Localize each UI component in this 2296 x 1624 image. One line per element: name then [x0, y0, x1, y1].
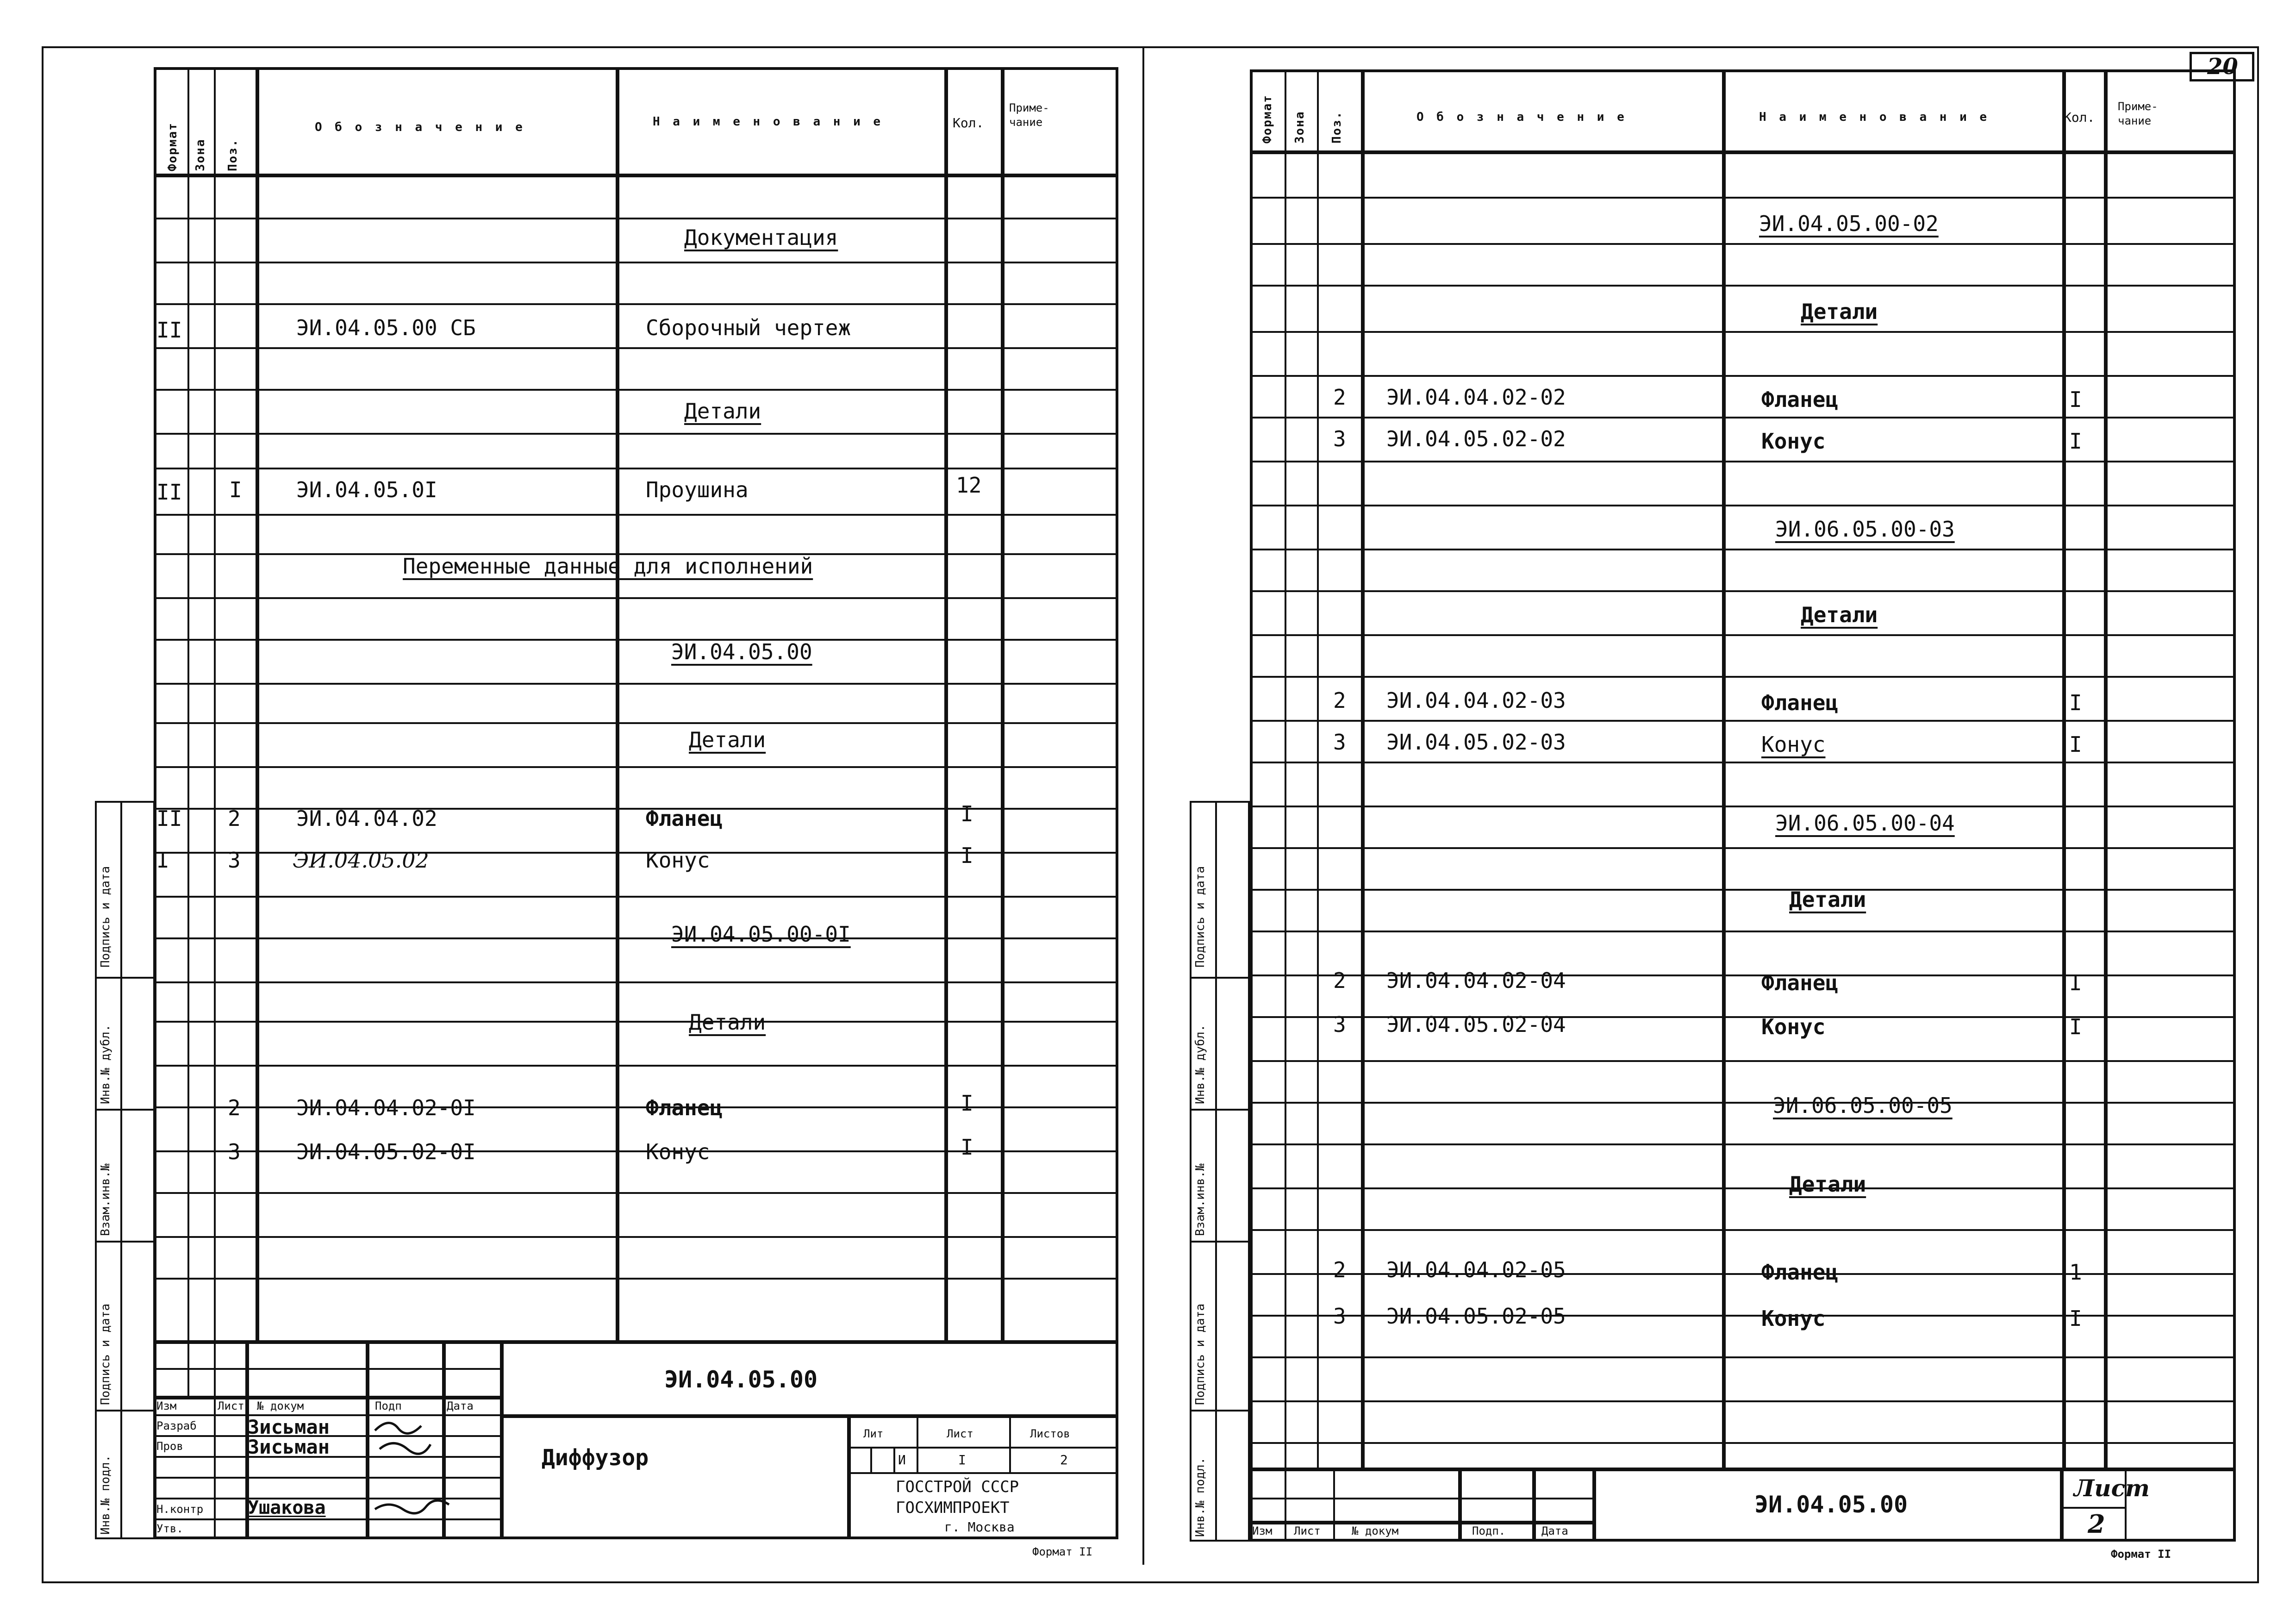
- left-row-line: [154, 514, 1118, 516]
- left-tb-code: ЭИ.04.05.00: [664, 1366, 818, 1393]
- left-tb-name: Диффузор: [542, 1445, 649, 1471]
- left-tb-check-name: Зисьман: [248, 1436, 330, 1458]
- left-tb-line: [847, 1447, 1118, 1449]
- right-header-qty: Кол.: [2064, 110, 2095, 125]
- right-row-line: [1250, 1060, 2236, 1062]
- right-row-qty: I: [2069, 429, 2082, 454]
- right-section-title: ЭИ.06.05.00-03: [1775, 517, 1955, 542]
- right-row-pos: 2: [1333, 1257, 1346, 1282]
- left-row-format: II: [156, 480, 182, 505]
- right-row-qty: I: [2069, 690, 2082, 715]
- left-row-line: [154, 1278, 1118, 1280]
- right-tb-line: [1250, 1498, 1592, 1499]
- left-tb-org2: ГОСХИМПРОЕКТ: [896, 1499, 1010, 1517]
- left-row-qty: I: [961, 1135, 973, 1160]
- left-tb-line: [1009, 1414, 1011, 1472]
- left-row-line: [154, 262, 1118, 263]
- left-side-label: Инв.№ подл.: [99, 1455, 112, 1535]
- left-row-qty: I: [961, 843, 973, 868]
- right-row-line: [1250, 505, 2236, 506]
- left-row-pos: 2: [228, 806, 241, 831]
- right-header-format: Формат: [1260, 94, 1274, 144]
- right-tb-sheet-label: Лист: [2074, 1474, 2150, 1502]
- right-row-pos: 2: [1333, 968, 1346, 993]
- right-row-designation: ЭИ.04.04.02-03: [1386, 688, 1566, 713]
- left-row-line: [154, 937, 1118, 939]
- left-row-qty: I: [961, 1091, 973, 1116]
- left-row-name: Проушина: [646, 477, 749, 502]
- left-side-strip-line: [95, 1109, 155, 1111]
- left-row-line: [154, 597, 1118, 599]
- left-side-strip-line: [95, 977, 155, 979]
- right-row-line: [1250, 847, 2236, 849]
- right-row-line: [1250, 243, 2236, 245]
- right-row-line: [1250, 461, 2236, 462]
- left-row-line: [154, 1236, 1118, 1238]
- right-section-title: ЭИ.06.05.00-05: [1773, 1093, 1953, 1118]
- right-row-line: [1250, 1187, 2236, 1189]
- right-header-pos: Поз.: [1330, 111, 1344, 144]
- left-header-zone: Зона: [193, 138, 207, 171]
- left-tb-col-sign: Подп: [375, 1399, 402, 1412]
- right-side-label: Инв.№ дубл.: [1193, 1024, 1207, 1104]
- left-tb-line: [500, 1340, 504, 1539]
- right-row-qty: I: [2069, 970, 2082, 995]
- left-section-title: Документация: [684, 225, 838, 250]
- right-row-line: [1250, 331, 2236, 333]
- right-row-line: [1250, 417, 2236, 418]
- left-row-name: Конус: [646, 848, 710, 873]
- left-row-line: [154, 468, 1118, 469]
- left-side-strip-line: [95, 1410, 155, 1412]
- left-tb-col-list: Лист: [218, 1399, 244, 1412]
- right-row-line: [1250, 375, 2236, 377]
- right-side-label: Инв.№ подл.: [1193, 1457, 1207, 1537]
- left-tb-sheets: 2: [1060, 1452, 1068, 1468]
- right-tb-col-date: Дата: [1541, 1524, 1568, 1537]
- left-row-qty: 12: [956, 473, 982, 498]
- right-row-qty: I: [2069, 1014, 2082, 1039]
- left-tb-org3: г. Москва: [944, 1519, 1015, 1535]
- right-tb-col-list: Лист: [1294, 1524, 1321, 1537]
- right-tb-col-izm: Изм: [1252, 1524, 1273, 1537]
- left-tb-col-doc: № докум: [257, 1399, 304, 1412]
- right-col-line: [2062, 69, 2066, 1468]
- right-tb-col-doc: № докум: [1352, 1524, 1399, 1537]
- left-row-pos: I: [229, 477, 242, 502]
- left-row-pos: 2: [228, 1095, 241, 1120]
- right-row-line: [1250, 1356, 2236, 1358]
- left-row-name: Фланец: [646, 1095, 723, 1120]
- left-row-designation: ЭИ.04.05.02-0I: [296, 1139, 476, 1164]
- left-row-designation: ЭИ.04.05.02: [293, 848, 429, 873]
- right-side-strip-line: [1215, 801, 1217, 1542]
- left-row-line: [154, 683, 1118, 685]
- left-row-format: I: [156, 848, 169, 873]
- right-row-line: [1250, 197, 2236, 199]
- right-row-line: [1250, 889, 2236, 891]
- left-row-format: II: [156, 318, 182, 343]
- left-tb-line: [870, 1447, 872, 1472]
- left-row-line: [154, 639, 1118, 641]
- right-tb-col-sign: Подп.: [1472, 1524, 1506, 1537]
- left-tb-sheets-label: Листов: [1030, 1427, 1070, 1440]
- right-row-pos: 2: [1333, 688, 1346, 713]
- left-section-title: Детали: [684, 399, 761, 424]
- left-row-pos: 3: [228, 1139, 241, 1164]
- right-row-designation: ЭИ.04.04.02-02: [1386, 385, 1566, 410]
- right-tb-line: [2060, 1507, 2125, 1509]
- right-row-name: Фланец: [1761, 970, 1839, 995]
- right-section-title: Детали: [1801, 602, 1878, 627]
- left-header-format: Формат: [166, 122, 180, 171]
- right-col-line: [1317, 69, 1319, 1468]
- right-row-designation: ЭИ.04.05.02-02: [1386, 426, 1566, 451]
- left-tb-nk-name: Ушакова: [248, 1497, 326, 1518]
- right-side-label: Взам.инв.№: [1193, 1163, 1207, 1236]
- right-row-name: Фланец: [1761, 387, 1839, 412]
- left-header-pos: Поз.: [226, 138, 240, 171]
- right-row-line: [1250, 1102, 2236, 1104]
- right-section-title: ЭИ.06.05.00-04: [1775, 811, 1955, 836]
- right-row-pos: 3: [1333, 1304, 1346, 1329]
- right-col-line: [1722, 69, 1726, 1468]
- right-row-line: [1250, 762, 2236, 763]
- left-tb-line: [847, 1414, 851, 1539]
- left-header-line: [154, 174, 1118, 177]
- left-row-line: [154, 1192, 1118, 1194]
- sheet-divider: [1142, 46, 1144, 1565]
- right-tb-line: [1592, 1468, 1596, 1542]
- right-header-line: [1250, 150, 2236, 154]
- right-tb-sheet: 2: [2088, 1509, 2105, 1539]
- corner-sheet-number: 20: [2207, 54, 2238, 80]
- left-header-qty: Кол.: [953, 115, 984, 131]
- right-row-qty: 1: [2069, 1260, 2082, 1285]
- left-row-format: II: [156, 806, 182, 831]
- right-row-pos: 3: [1333, 730, 1346, 755]
- right-side-strip-line: [1190, 1241, 1250, 1243]
- right-section-title: Детали: [1801, 299, 1878, 324]
- right-side-strip-line: [1190, 977, 1250, 979]
- left-tb-role-dev: Разраб: [156, 1419, 197, 1432]
- signature-scribble: [370, 1417, 454, 1528]
- right-side-strip-line: [1190, 1410, 1250, 1412]
- right-side-label: Подпись и дата: [1193, 1303, 1207, 1405]
- left-tb-lit: И: [898, 1452, 906, 1468]
- right-header-designation: О б о з н а ч е н и е: [1416, 110, 1627, 124]
- right-row-qty: I: [2069, 732, 2082, 757]
- right-tb-line: [2060, 1468, 2064, 1542]
- right-row-name: Конус: [1761, 732, 1826, 757]
- right-row-line: [1250, 720, 2236, 722]
- right-row-designation: ЭИ.04.05.02-04: [1386, 1012, 1566, 1037]
- left-tb-col-date: Дата: [447, 1399, 474, 1412]
- right-row-line: [1250, 285, 2236, 287]
- right-row-name: Конус: [1761, 1306, 1826, 1331]
- right-row-line: [1250, 549, 2236, 550]
- left-tb-line: [154, 1396, 500, 1399]
- left-side-label: Инв.№ дубл.: [99, 1024, 112, 1104]
- left-row-name: Конус: [646, 1139, 710, 1164]
- left-row-name: Фланец: [646, 806, 723, 831]
- left-row-name: Сборочный чертеж: [646, 315, 851, 340]
- left-side-label: Подпись и дата: [99, 1303, 112, 1405]
- left-tb-line: [893, 1447, 895, 1472]
- left-section-title: Детали: [689, 1010, 766, 1035]
- left-row-designation: ЭИ.04.04.02: [296, 806, 437, 831]
- right-row-line: [1250, 1143, 2236, 1145]
- right-row-qty: I: [2069, 387, 2082, 412]
- left-header-designation: О б о з н а ч е н и е: [315, 120, 525, 134]
- left-tb-sheet-label: Лист: [947, 1427, 973, 1440]
- left-tb-line: [917, 1414, 918, 1472]
- left-side-label: Подпись и дата: [99, 866, 112, 968]
- right-col-line: [2104, 69, 2108, 1468]
- right-row-line: [1250, 1442, 2236, 1444]
- left-tb-lit-label: Лит: [863, 1427, 884, 1440]
- right-row-line: [1250, 931, 2236, 932]
- right-row-pos: 2: [1333, 385, 1346, 410]
- right-tb-line: [1458, 1468, 1462, 1542]
- left-row-line: [154, 389, 1118, 391]
- right-tb-line: [1285, 1468, 1286, 1542]
- left-row-designation: ЭИ.04.04.02-0I: [296, 1095, 476, 1120]
- left-row-designation: ЭИ.04.05.0I: [296, 477, 437, 502]
- right-tb-line: [1532, 1468, 1536, 1542]
- right-row-line: [1250, 590, 2236, 592]
- right-row-name: Конус: [1761, 429, 1826, 454]
- left-header-name: Н а и м е н о в а н и е: [653, 115, 884, 129]
- right-header-name: Н а и м е н о в а н и е: [1759, 110, 1990, 124]
- left-tb-line: [214, 1340, 216, 1539]
- left-side-strip-line: [120, 801, 122, 1539]
- right-tb-line: [1250, 1521, 1592, 1524]
- right-row-name: Фланец: [1761, 1260, 1839, 1285]
- left-row-qty: I: [961, 801, 973, 826]
- left-tb-role-appr: Утв.: [156, 1522, 183, 1535]
- right-tb-code: ЭИ.04.05.00: [1754, 1491, 1908, 1518]
- right-header-note: Приме-чание: [2118, 100, 2158, 128]
- right-row-line: [1250, 1229, 2236, 1231]
- right-row-line: [1250, 676, 2236, 678]
- left-row-line: [154, 433, 1118, 435]
- right-row-pos: 3: [1333, 1012, 1346, 1037]
- left-row-line: [154, 981, 1118, 983]
- left-row-designation: ЭИ.04.05.00 СБ: [296, 315, 476, 340]
- right-row-name: Конус: [1761, 1014, 1826, 1039]
- right-section-title: Детали: [1789, 887, 1866, 912]
- left-row-line: [154, 1021, 1118, 1023]
- right-row-designation: ЭИ.04.04.02-04: [1386, 968, 1566, 993]
- right-row-line: [1250, 806, 2236, 807]
- right-section-title: ЭИ.04.05.00-02: [1759, 211, 1939, 236]
- left-tb-sheet: I: [958, 1452, 966, 1468]
- right-row-designation: ЭИ.04.04.02-05: [1386, 1257, 1566, 1282]
- left-row-pos: 3: [228, 848, 241, 873]
- right-side-label: Подпись и дата: [1193, 866, 1207, 968]
- left-row-line: [154, 347, 1118, 349]
- left-tb-role-check: Пров: [156, 1440, 183, 1453]
- right-tb-line: [1333, 1468, 1335, 1542]
- left-tb-col-izm: Изм: [156, 1399, 177, 1412]
- left-side-label: Взам.инв.№: [99, 1163, 112, 1236]
- right-col-line: [1285, 69, 1286, 1468]
- left-row-line: [154, 1065, 1118, 1067]
- right-side-strip-line: [1190, 1109, 1250, 1111]
- right-row-designation: ЭИ.04.05.02-03: [1386, 730, 1566, 755]
- right-row-pos: 3: [1333, 426, 1346, 451]
- left-section-title: ЭИ.04.05.00-0I: [671, 922, 851, 947]
- left-tb-org1: ГОССТРОЙ СССР: [896, 1478, 1019, 1496]
- left-tb-line: [847, 1472, 1118, 1474]
- left-header-note: Приме-чание: [1009, 101, 1049, 129]
- left-section-title: ЭИ.04.05.00: [671, 639, 812, 664]
- left-tb-line: [154, 1368, 500, 1370]
- right-row-line: [1250, 1400, 2236, 1402]
- left-row-line: [154, 218, 1118, 219]
- right-row-designation: ЭИ.04.05.02-05: [1386, 1304, 1566, 1329]
- left-section-title: Детали: [689, 727, 766, 752]
- left-row-line: [154, 303, 1118, 305]
- left-row-line: [154, 896, 1118, 898]
- left-tb-role-nk: Н.контр: [156, 1503, 204, 1516]
- right-row-qty: I: [2069, 1306, 2082, 1331]
- right-col-line: [1361, 69, 1365, 1468]
- left-format-label: Формат II: [1032, 1545, 1093, 1558]
- right-section-title: Детали: [1789, 1172, 1866, 1197]
- right-row-line: [1250, 634, 2236, 636]
- left-row-line: [154, 722, 1118, 724]
- right-format-label: Формат II: [2111, 1548, 2171, 1561]
- right-header-zone: Зона: [1293, 111, 1307, 144]
- left-row-line: [154, 766, 1118, 768]
- right-row-name: Фланец: [1761, 690, 1839, 715]
- left-spec-table: [154, 67, 1118, 1539]
- left-tb-dev-name: Зисьман: [248, 1416, 330, 1438]
- right-title-block-top: [1250, 1468, 2236, 1471]
- left-section-title: Переменные данные для исполнений: [403, 554, 813, 579]
- left-tb-line: [500, 1414, 1118, 1418]
- left-side-strip-line: [95, 1241, 155, 1243]
- left-title-block-top: [154, 1340, 1118, 1344]
- left-tb-line: [366, 1340, 369, 1539]
